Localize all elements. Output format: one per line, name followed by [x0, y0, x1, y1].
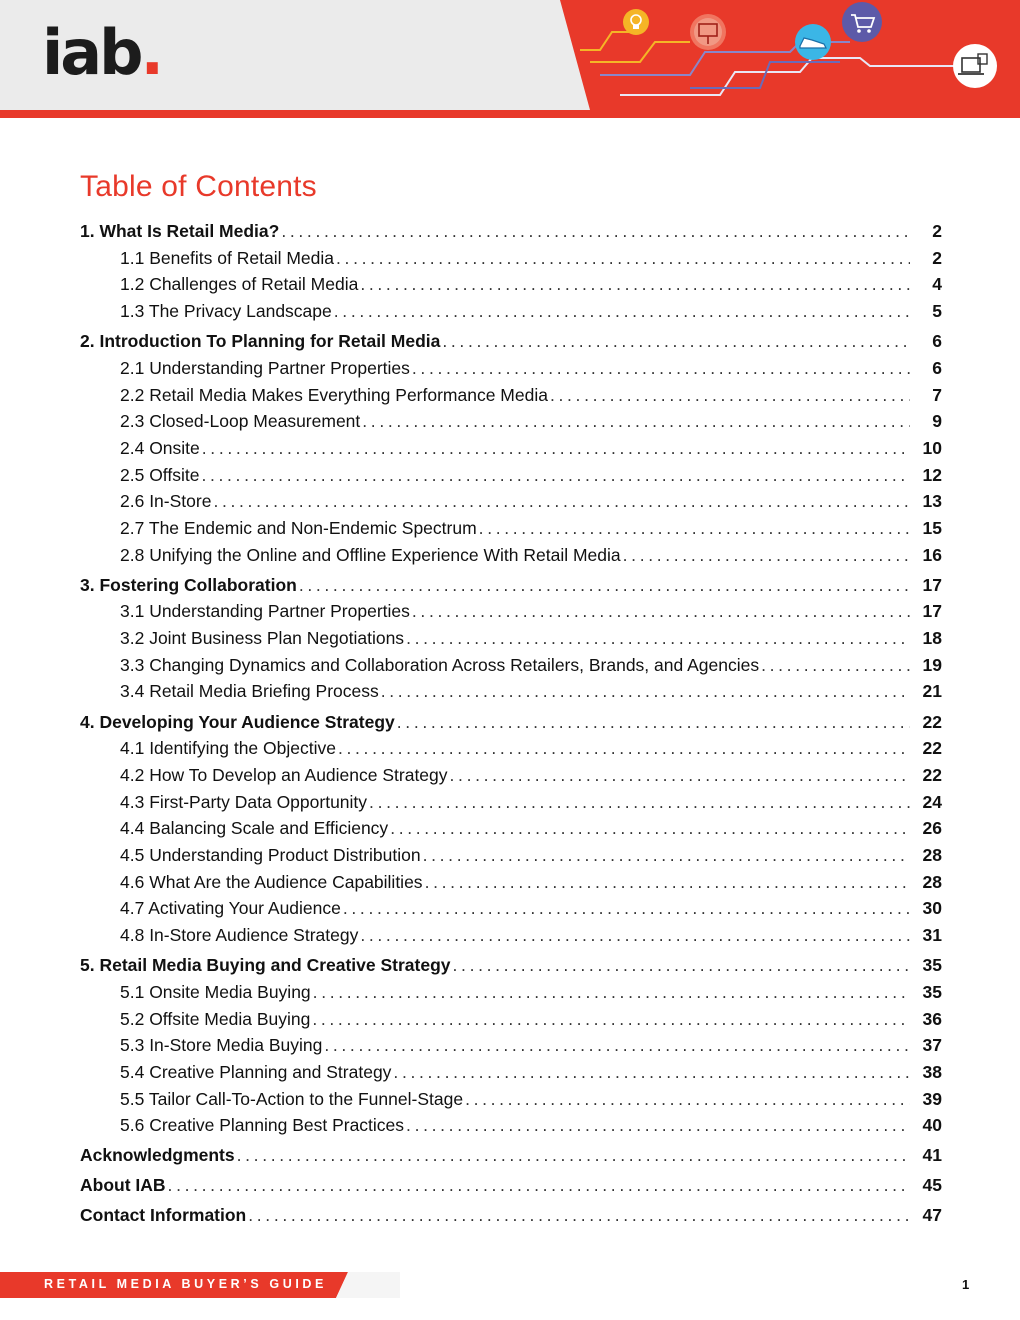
dot-leader	[310, 1006, 910, 1033]
toc-subsection-entry[interactable]	[80, 922, 942, 949]
toc-entry-page-number: 17	[922, 601, 942, 622]
toc-entry-page-number: 37	[922, 1035, 942, 1056]
toc-entry-page-number: 10	[922, 437, 942, 458]
toc-entry-label: 4.5 Understanding Product Distribution	[120, 844, 421, 865]
toc-entry-label: 2.1 Understanding Partner Properties	[120, 357, 410, 378]
toc-entry-label: 4. Developing Your Audience Strategy	[80, 711, 395, 732]
dot-leader	[358, 271, 910, 298]
toc-entry-page-number: 6	[932, 331, 942, 352]
dot-leader	[410, 598, 910, 625]
presentation-board-icon	[690, 14, 726, 50]
toc-subsection-entry[interactable]	[80, 542, 942, 569]
toc-entry-label: 4.8 In-Store Audience Strategy	[120, 925, 359, 946]
toc-entry-label: 5.6 Creative Planning Best Practices	[120, 1115, 405, 1136]
toc-entry-label: 5. Retail Media Buying and Creative Strategy	[80, 955, 451, 976]
toc-entry-page-number: 19	[922, 654, 942, 675]
iab-logo: iab.	[42, 16, 162, 89]
dot-leader	[421, 842, 910, 869]
dot-leader	[200, 435, 910, 462]
toc-subsection-entry[interactable]	[80, 462, 942, 489]
dot-leader	[341, 895, 910, 922]
toc-entry-label: 1.3 The Privacy Landscape	[120, 301, 332, 322]
dot-leader	[463, 1086, 910, 1113]
lightbulb-icon	[623, 9, 649, 35]
toc-subsection-entry[interactable]	[80, 979, 942, 1006]
toc-subsection-entry[interactable]	[80, 625, 942, 652]
toc-entry-label: 4.7 Activating Your Audience	[120, 898, 341, 919]
toc-entry-label: 3.1 Understanding Partner Properties	[120, 601, 410, 622]
toc-entry-label: Contact Information	[80, 1205, 247, 1226]
dot-leader	[367, 789, 910, 816]
toc-entry-page-number: 40	[922, 1115, 942, 1136]
dot-leader	[395, 709, 910, 736]
toc-entry-label: 2.6 In-Store	[120, 491, 212, 512]
dot-leader	[448, 762, 910, 789]
toc-entry-page-number: 39	[922, 1088, 942, 1109]
toc-entry-label: Acknowledgments	[80, 1145, 235, 1166]
toc-subsection-entry[interactable]	[80, 842, 942, 869]
dot-leader	[423, 869, 910, 896]
dot-leader	[166, 1172, 910, 1199]
toc-subsection-entry[interactable]	[80, 245, 942, 272]
toc-entry-label: 5.2 Offsite Media Buying	[120, 1008, 311, 1029]
dot-leader	[297, 572, 910, 599]
toc-section-entry[interactable]	[80, 1142, 942, 1169]
toc-entry-page-number: 35	[922, 955, 942, 976]
toc-entry-page-number: 6	[932, 357, 942, 378]
dot-leader	[440, 328, 910, 355]
toc-subsection-entry[interactable]	[80, 1059, 942, 1086]
page-title: Table of Contents	[80, 170, 317, 203]
toc-subsection-entry[interactable]	[80, 735, 942, 762]
dot-leader	[336, 735, 910, 762]
toc-entry-page-number: 15	[922, 517, 942, 538]
toc-entry-label: About IAB	[80, 1175, 166, 1196]
toc-subsection-entry[interactable]	[80, 271, 942, 298]
laptop-shopping-bag-icon	[953, 44, 997, 88]
toc-subsection-entry[interactable]	[80, 355, 942, 382]
guide-title: RETAIL MEDIA BUYER’S GUIDE	[44, 1277, 327, 1291]
toc-entry-label: 2.3 Closed-Loop Measurement	[120, 411, 361, 432]
dot-leader	[311, 979, 910, 1006]
toc-entry-page-number: 4	[932, 274, 942, 295]
toc-entry-page-number: 22	[922, 738, 942, 759]
toc-section-entry[interactable]	[80, 218, 942, 245]
toc-entry-page-number: 31	[922, 925, 942, 946]
toc-subsection-entry[interactable]	[80, 488, 942, 515]
toc-entry-label: 1.2 Challenges of Retail Media	[120, 274, 359, 295]
dot-leader	[391, 1059, 910, 1086]
toc-entry-page-number: 18	[922, 628, 942, 649]
toc-subsection-entry[interactable]	[80, 815, 942, 842]
toc-entry-label: 4.3 First-Party Data Opportunity	[120, 791, 368, 812]
toc-subsection-entry[interactable]	[80, 515, 942, 542]
toc-entry-page-number: 13	[922, 491, 942, 512]
dot-leader	[211, 488, 910, 515]
shopping-cart-icon	[842, 2, 882, 42]
toc-subsection-entry[interactable]	[80, 789, 942, 816]
dot-leader	[360, 408, 910, 435]
toc-section-entry[interactable]	[80, 1202, 942, 1229]
toc-entry-label: 3.3 Changing Dynamics and Collaboration Across Retailers, Brands, and Agencies	[120, 654, 760, 675]
dot-leader	[379, 678, 910, 705]
dot-leader	[621, 542, 910, 569]
toc-section-entry[interactable]	[80, 328, 942, 355]
toc-entry-label: 4.2 How To Develop an Audience Strategy	[120, 764, 448, 785]
toc-entry-page-number: 12	[922, 464, 942, 485]
toc-entry-page-number: 36	[922, 1008, 942, 1029]
toc-entry-page-number: 24	[922, 791, 942, 812]
toc-subsection-entry[interactable]	[80, 652, 942, 679]
toc-entry-label: 5.5 Tailor Call-To-Action to the Funnel-Stage	[120, 1088, 464, 1109]
toc-entry-page-number: 5	[932, 301, 942, 322]
toc-entry-page-number: 35	[922, 981, 942, 1002]
toc-entry-page-number: 22	[922, 711, 942, 732]
toc-entry-page-number: 22	[922, 764, 942, 785]
toc-entry-page-number: 28	[922, 871, 942, 892]
toc-section-entry[interactable]	[80, 1172, 942, 1199]
toc-entry-label: 1.1 Benefits of Retail Media	[120, 247, 335, 268]
dot-leader	[759, 652, 910, 679]
page-header	[0, 0, 1020, 118]
toc-entry-page-number: 16	[922, 544, 942, 565]
toc-entry-label: 5.1 Onsite Media Buying	[120, 981, 311, 1002]
toc-subsection-entry[interactable]	[80, 1086, 942, 1113]
toc-entry-page-number: 2	[932, 221, 942, 241]
toc-entry-page-number: 26	[922, 818, 942, 839]
toc-section-entry[interactable]	[80, 572, 942, 599]
toc-entry-label: 2.8 Unifying the Online and Offline Experience With Retail Media	[120, 544, 621, 565]
toc-subsection-entry[interactable]	[80, 598, 942, 625]
toc-section-entry[interactable]	[80, 952, 942, 979]
toc-entry-page-number: 2	[932, 247, 942, 268]
toc-entry-page-number: 9	[932, 411, 942, 432]
dot-leader	[332, 298, 910, 325]
dot-leader	[477, 515, 910, 542]
sneaker-icon	[795, 24, 831, 60]
dot-leader	[451, 952, 910, 979]
dot-leader	[404, 625, 910, 652]
toc-entry-label: 3. Fostering Collaboration	[80, 574, 297, 595]
toc-entry-page-number: 41	[922, 1145, 942, 1166]
toc-entry-label: 2.5 Offsite	[120, 464, 200, 485]
dot-leader	[404, 1112, 910, 1139]
toc-entry-label: 4.4 Balancing Scale and Efficiency	[120, 818, 389, 839]
page-number: 1	[962, 1277, 970, 1292]
dot-leader	[322, 1032, 910, 1059]
toc-subsection-entry[interactable]	[80, 1006, 942, 1033]
toc-entry-page-number: 7	[932, 384, 942, 405]
table-of-contents	[80, 218, 942, 1229]
toc-entry-label: 4.1 Identifying the Objective	[120, 738, 336, 759]
toc-subsection-entry[interactable]	[80, 1032, 942, 1059]
toc-entry-label: 2.4 Onsite	[120, 437, 200, 458]
toc-entry-label: 5.4 Creative Planning and Strategy	[120, 1061, 392, 1082]
toc-entry-page-number: 47	[922, 1205, 942, 1226]
toc-entry-page-number: 17	[922, 574, 942, 595]
dot-leader	[548, 382, 910, 409]
toc-subsection-entry[interactable]	[80, 298, 942, 325]
toc-entry-label: 5.3 In-Store Media Buying	[120, 1035, 323, 1056]
toc-subsection-entry[interactable]	[80, 435, 942, 462]
dot-leader	[388, 815, 910, 842]
dot-leader	[334, 245, 910, 272]
toc-entry-label: 1. What Is Retail Media?	[80, 221, 280, 241]
dot-leader	[199, 462, 910, 489]
toc-subsection-entry[interactable]	[80, 895, 942, 922]
toc-entry-label: 4.6 What Are the Audience Capabilities	[120, 871, 423, 892]
dot-leader	[410, 355, 910, 382]
toc-entry-page-number: 28	[922, 844, 942, 865]
toc-subsection-entry[interactable]	[80, 408, 942, 435]
toc-entry-page-number: 30	[922, 898, 942, 919]
toc-subsection-entry[interactable]	[80, 678, 942, 705]
toc-entry-page-number: 21	[922, 681, 942, 702]
toc-entry-label: 2.7 The Endemic and Non-Endemic Spectrum	[120, 517, 477, 538]
toc-entry-page-number: 45	[922, 1175, 942, 1196]
toc-entry-label: 2.2 Retail Media Makes Everything Performance Media	[120, 384, 548, 405]
toc-entry-page-number: 38	[922, 1061, 942, 1082]
dot-leader	[358, 922, 910, 949]
toc-entry-label: 2. Introduction To Planning for Retail Media	[80, 331, 441, 352]
toc-entry-label: 3.2 Joint Business Plan Negotiations	[120, 628, 405, 649]
toc-subsection-entry[interactable]	[80, 1112, 942, 1139]
toc-subsection-entry[interactable]	[80, 382, 942, 409]
dot-leader	[246, 1202, 910, 1229]
toc-subsection-entry[interactable]	[80, 869, 942, 896]
toc-entry-label: 3.4 Retail Media Briefing Process	[120, 681, 379, 702]
dot-leader	[279, 218, 910, 245]
dot-leader	[235, 1142, 910, 1169]
toc-section-entry[interactable]	[80, 709, 942, 736]
toc-subsection-entry[interactable]	[80, 762, 942, 789]
